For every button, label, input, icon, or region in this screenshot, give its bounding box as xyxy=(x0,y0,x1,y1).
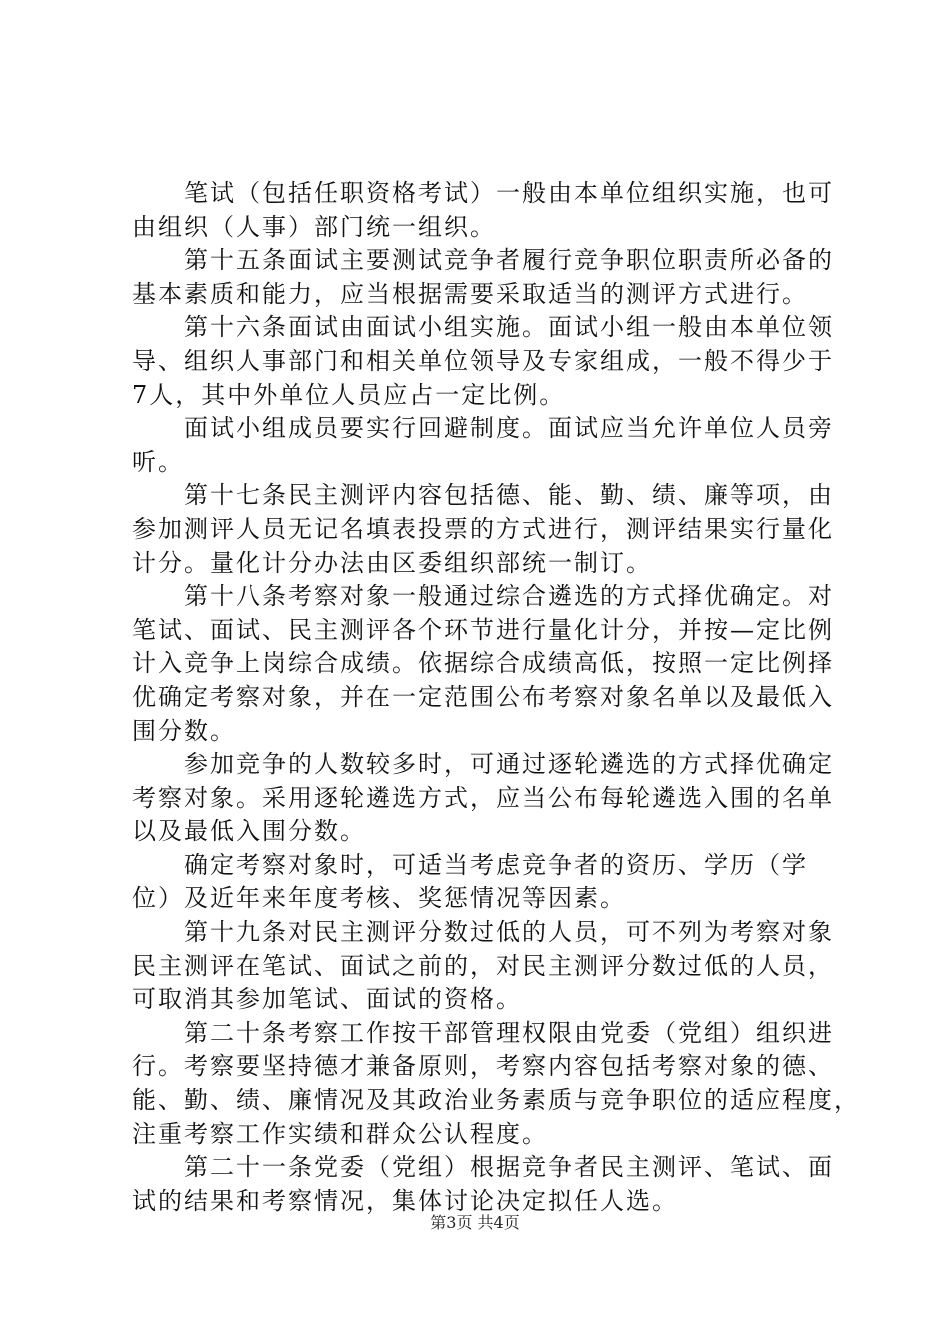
text-line: 第二十条考察工作按干部管理权限由党委（党组）组织进 xyxy=(132,1018,834,1047)
text-line: 民主测评在笔试、面试之前的，对民主测评分数过低的人员， xyxy=(132,951,834,980)
text-line: 参加竞争的人数较多时，可通过逐轮遴选的方式择优确定 xyxy=(132,750,834,779)
text-line: 第二十一条党委（党组）根据竞争者民主测评、笔试、面 xyxy=(132,1153,834,1182)
text-line: 位）及近年来年度考核、奖惩情况等因素。 xyxy=(132,884,626,913)
text-line: 由组织（人事）部门统一组织。 xyxy=(132,212,496,241)
text-line: 优确定考察对象，并在一定范围公布考察对象名单以及最低入 xyxy=(132,682,834,711)
text-line: 7人，其中外单位人员应占一定比例。 xyxy=(132,380,566,409)
text-line: 可取消其参加笔试、面试的资格。 xyxy=(132,985,522,1014)
document-body xyxy=(132,177,860,1218)
text-line: 导、组织人事部门和相关单位领导及专家组成，一般不得少于 xyxy=(132,346,834,375)
text-line: 确定考察对象时，可适当考虑竞争者的资历、学历（学 xyxy=(132,850,808,879)
text-line: 笔试（包括任职资格考试）一般由本单位组织实施，也可 xyxy=(132,179,834,207)
text-line: 面试小组成员要实行回避制度。面试应当允许单位人员旁 xyxy=(132,414,834,443)
text-line: 以及最低入围分数。 xyxy=(132,817,366,846)
text-line: 行。考察要坚持德才兼备原则，考察内容包括考察对象的德、 xyxy=(132,1052,834,1081)
text-line: 围分数。 xyxy=(132,716,236,745)
text-line: 注重考察工作实绩和群众公认程度。 xyxy=(132,1119,548,1148)
text-line: 计入竞争上岗综合成绩。依据综合成绩高低，按照一定比例择 xyxy=(132,649,834,678)
text-line: 参加测评人员无记名填表投票的方式进行，测评结果实行量化 xyxy=(132,514,834,543)
text-line: 能、勤、绩、廉情况及其政治业务素质与竞争职位的适应程度， xyxy=(132,1086,860,1115)
text-line: 第十八条考察对象一般通过综合遴选的方式择优确定。对 xyxy=(132,582,834,611)
text-line: 笔试、面试、民主测评各个环节进行量化计分，并按—定比例 xyxy=(132,615,834,644)
text-line: 基本素质和能力，应当根据需要采取适当的测评方式进行。 xyxy=(132,279,808,308)
text-line: 考察对象。采用逐轮遴选方式，应当公布每轮遴选入围的名单 xyxy=(132,783,834,812)
text-line: 听。 xyxy=(132,447,184,476)
text-line: 计分。量化计分办法由区委组织部统一制订。 xyxy=(132,548,652,577)
page-number-footer: 第3页 共4页 xyxy=(430,1213,520,1232)
text-line: 第十七条民主测评内容包括德、能、勤、绩、廉等项，由 xyxy=(132,481,834,510)
text-line: 第十五条面试主要测试竞争者履行竞争职位职责所必备的 xyxy=(132,246,834,275)
text-line: 第十六条面试由面试小组实施。面试小组一般由本单位领 xyxy=(132,313,834,342)
text-line: 第十九条对民主测评分数过低的人员，可不列为考察对象 xyxy=(132,918,834,947)
text-line: 试的结果和考察情况，集体讨论决定拟任人选。 xyxy=(132,1186,678,1215)
